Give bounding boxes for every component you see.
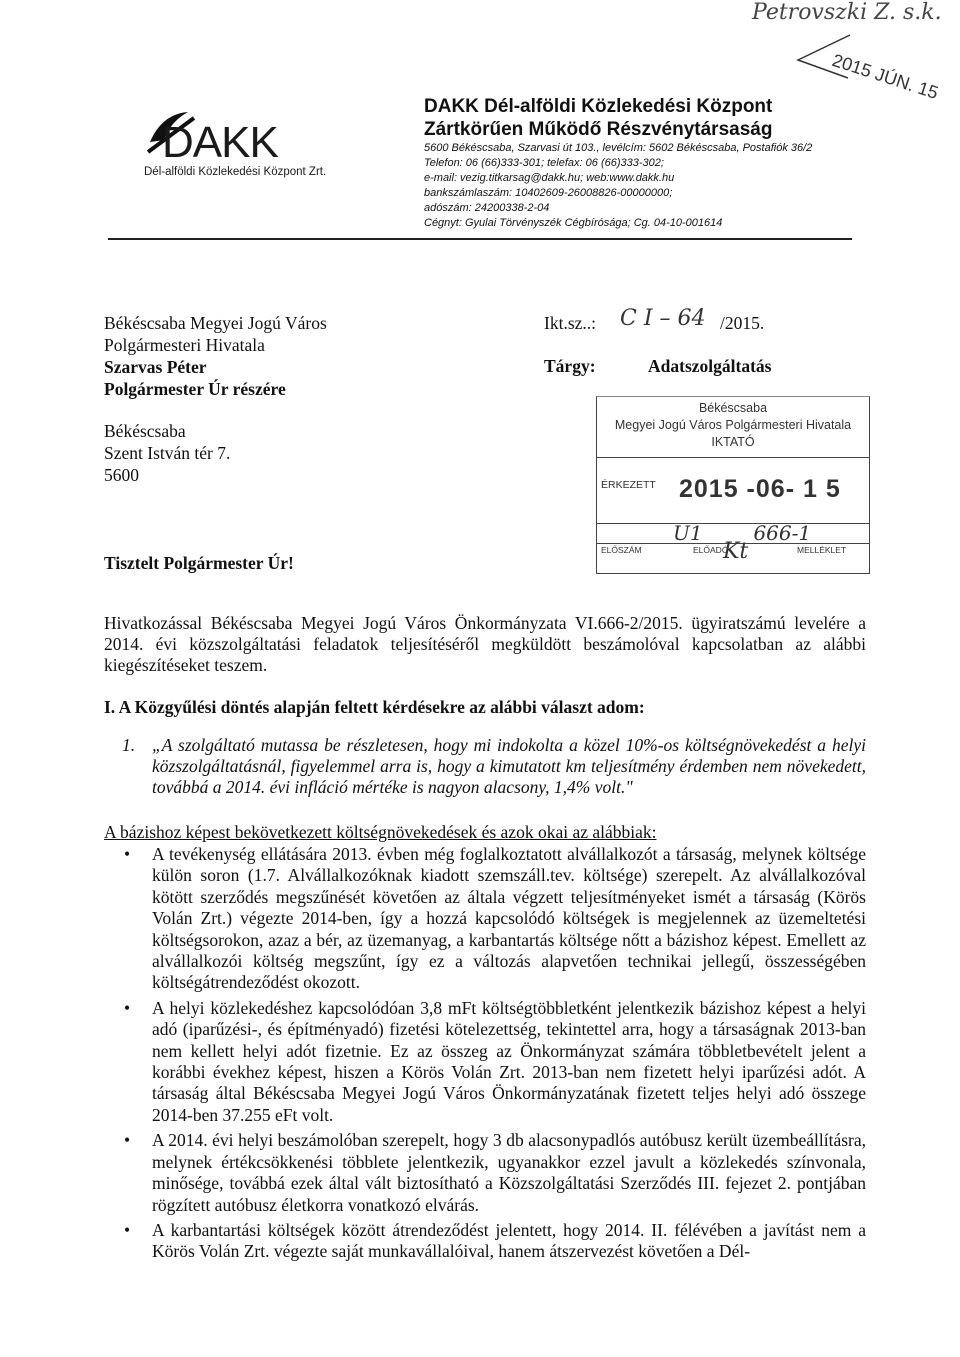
stamp-office: Megyei Jogú Város Polgármesteri Hivatala [614, 418, 852, 432]
list-item-text: A helyi közlekedéshez kapcsolódóan 3,8 mFt költségtöbbletként jelentkezik bázishoz képest a helyi adó (iparűzési-, és építményadó) fizetési kötelezettség, tekintettel arra, hogy a társaságnak 2013-ban nem kellett helyi adót fizetnie. Ez az összeg az Önkormányzat számára többletbevételt jelent a korábbi évekhez képest, hiszen a Körös Volán Zrt. 2013-ban nem fizetett helyi iparűzési adót. A társaság által Békéscsaba Megyei Jogú Város Önkormányzatának fizetett teljes helyi adó összege 2014-ben 37.255 eFt volt. [152, 997, 866, 1125]
stamp-melleklet-label: MELLÉKLET [797, 545, 847, 555]
stamp-divider [597, 457, 869, 458]
reference-year: /2015. [720, 313, 765, 333]
addressee-street: Szent István tér 7. [104, 443, 231, 463]
cost-subheading: A bázishoz képest bekövetkezett költségnövekedések és azok okai az alábbiak: [104, 822, 657, 842]
intro-paragraph: Hivatkozással Békéscsaba Megyei Jogú Város Önkormányzata VI.666-2/2015. ügyiratszámú levelére a 2014. évi közszolgáltatási feladatok teljesítéséről megküldött beszámolóval kapcsolatban az alábbi kiegészítéseket teszem. [104, 613, 866, 675]
list-item-text: A karbantartási költségek között átrendeződést jelentett, hogy 2014. II. félévében a javítást nem a Körös Volán Zrt. végezte saját munkavállalóival, hanem átszervezést követően a Dél- [152, 1219, 866, 1262]
subject-value: Adatszolgáltatás [648, 356, 772, 376]
company-email: e-mail: vezig.titkarsag@dakk.hu; web:www.dakk.hu [424, 172, 675, 184]
addressee-line: Polgármesteri Hivatala [104, 335, 265, 355]
subject-label: Tárgy: [544, 356, 596, 376]
stamp-eloszam-label: ELŐSZÁM [601, 545, 642, 555]
stamp-received-label: ÉRKEZETT [601, 479, 656, 491]
addressee-name: Szarvas Péter [104, 357, 207, 377]
logo-subtitle: Dél-alföldi Közlekedési Központ Zrt. [144, 166, 327, 178]
bullet-icon: • [124, 1219, 131, 1240]
logo-wordmark: DAKK [162, 118, 278, 167]
registration-stamp [596, 396, 870, 574]
addressee-city: Békéscsaba [104, 421, 186, 441]
company-form: Zártkörűen Működő Részvénytársaság [424, 119, 773, 140]
reference-handwritten-number: C I – 64 [620, 306, 706, 331]
addressee-line: Békéscsaba Megyei Jogú Város [104, 313, 327, 333]
question-number: 1. [122, 735, 136, 755]
list-item [104, 1220, 866, 1263]
list-item [104, 998, 866, 1126]
company-name: DAKK Dél-alföldi Közlekedési Központ [424, 96, 773, 117]
company-bank: bankszámlaszám: 10402609-26008826-00000000; [424, 187, 673, 199]
company-tax: adószám: 24200338-2-04 [424, 202, 550, 214]
received-date-stamp: 2015 JÚN. 15 [829, 50, 941, 104]
company-logo [144, 104, 327, 184]
bullet-icon: • [124, 1130, 131, 1151]
company-registry: Cégnyt: Gyulai Törvényszék Cégbírósága; Cg. 04-10-001614 [424, 217, 723, 229]
salutation: Tisztelt Polgármester Úr! [104, 553, 294, 573]
list-item-text: A tevékenység ellátására 2013. évben még foglalkoztatott alvállalkozót a társaság, melynek költsége külön soron (1.7. Alvállalkozóknak kiadott szemszáll.tev. költsége) szerepelt. Az alvállalkozóval kötött szerződés megszűnését követően az általa végzett teljesítményeket ismét a társaság (Körös Volán Zrt.) végezte 2014-ben, így a hozzá kapcsolódó költségek is megjelennek az üzemeltetési költségsorokon, azaz a bér, az üzemanyag, a karbantartás költsége nőtt a bázishoz képest. Emellett az alvállalkozói költség megszűnt, így ez a változás alapvetően technikai jellegű, összességében költségátrendeződést okozott. [152, 844, 866, 993]
question-text: „A szolgáltató mutassa be részletesen, hogy mi indokolta a közel 10%-os költségnövekedést a helyi közszolgáltatásnál, figyelemmel arra is, hogy a kimutatott km teljesítmény érdemben nem növekedett, továbbá a 2014. évi infláció mértéke is nagyon alacsony, 1,4% volt." [152, 735, 866, 797]
bullet-icon: • [124, 997, 131, 1018]
list-item [104, 844, 866, 994]
stamp-eloado-label: ELŐADÓ [693, 545, 729, 555]
stamp-iktato: IKTATÓ [711, 435, 755, 449]
section-heading: I. A Közgyűlési döntés alapján feltett kérdésekre az alábbi választ adom: [104, 697, 645, 717]
handwritten-note: Petrovszki Z. s.k. [752, 0, 942, 25]
list-item-text: A 2014. évi helyi beszámolóban szerepelt, hogy 3 db alacsonypadlós autóbusz került üzembeállításra, melynek értékcsökkenési többlete jelentkezik, ugyanakkor ezzel javult a közlekedés színvonala, minősége, továbbá ezek által vált biztosítható a Közszolgáltatási Szerződés III. fejezet 2. pontjában rögzített autóbusz életkorra vonatkozó elvárás. [152, 1130, 866, 1215]
company-phone: Telefon: 06 (66)333-301; telefax: 06 (66)333-302; [424, 157, 664, 169]
list-item [104, 1130, 866, 1216]
stamp-received-date: 2015 -06- 1 5 [679, 475, 841, 503]
bullet-icon: • [124, 844, 131, 864]
addressee-zip: 5600 [104, 465, 139, 485]
stamp-handwritten-initials: Kt [723, 539, 749, 564]
stamp-handwritten-number: U1 666-1 [673, 521, 812, 545]
cost-reasons-list [104, 844, 866, 1267]
stamp-city: Békéscsaba [698, 401, 768, 415]
company-address: 5600 Békéscsaba, Szarvasi út 103., levélcím: 5602 Békéscsaba, Postafiók 36/2 [424, 142, 813, 154]
header-divider [108, 238, 852, 240]
addressee-title: Polgármester Úr részére [104, 379, 286, 399]
reference-label: Ikt.sz..: [544, 313, 597, 333]
